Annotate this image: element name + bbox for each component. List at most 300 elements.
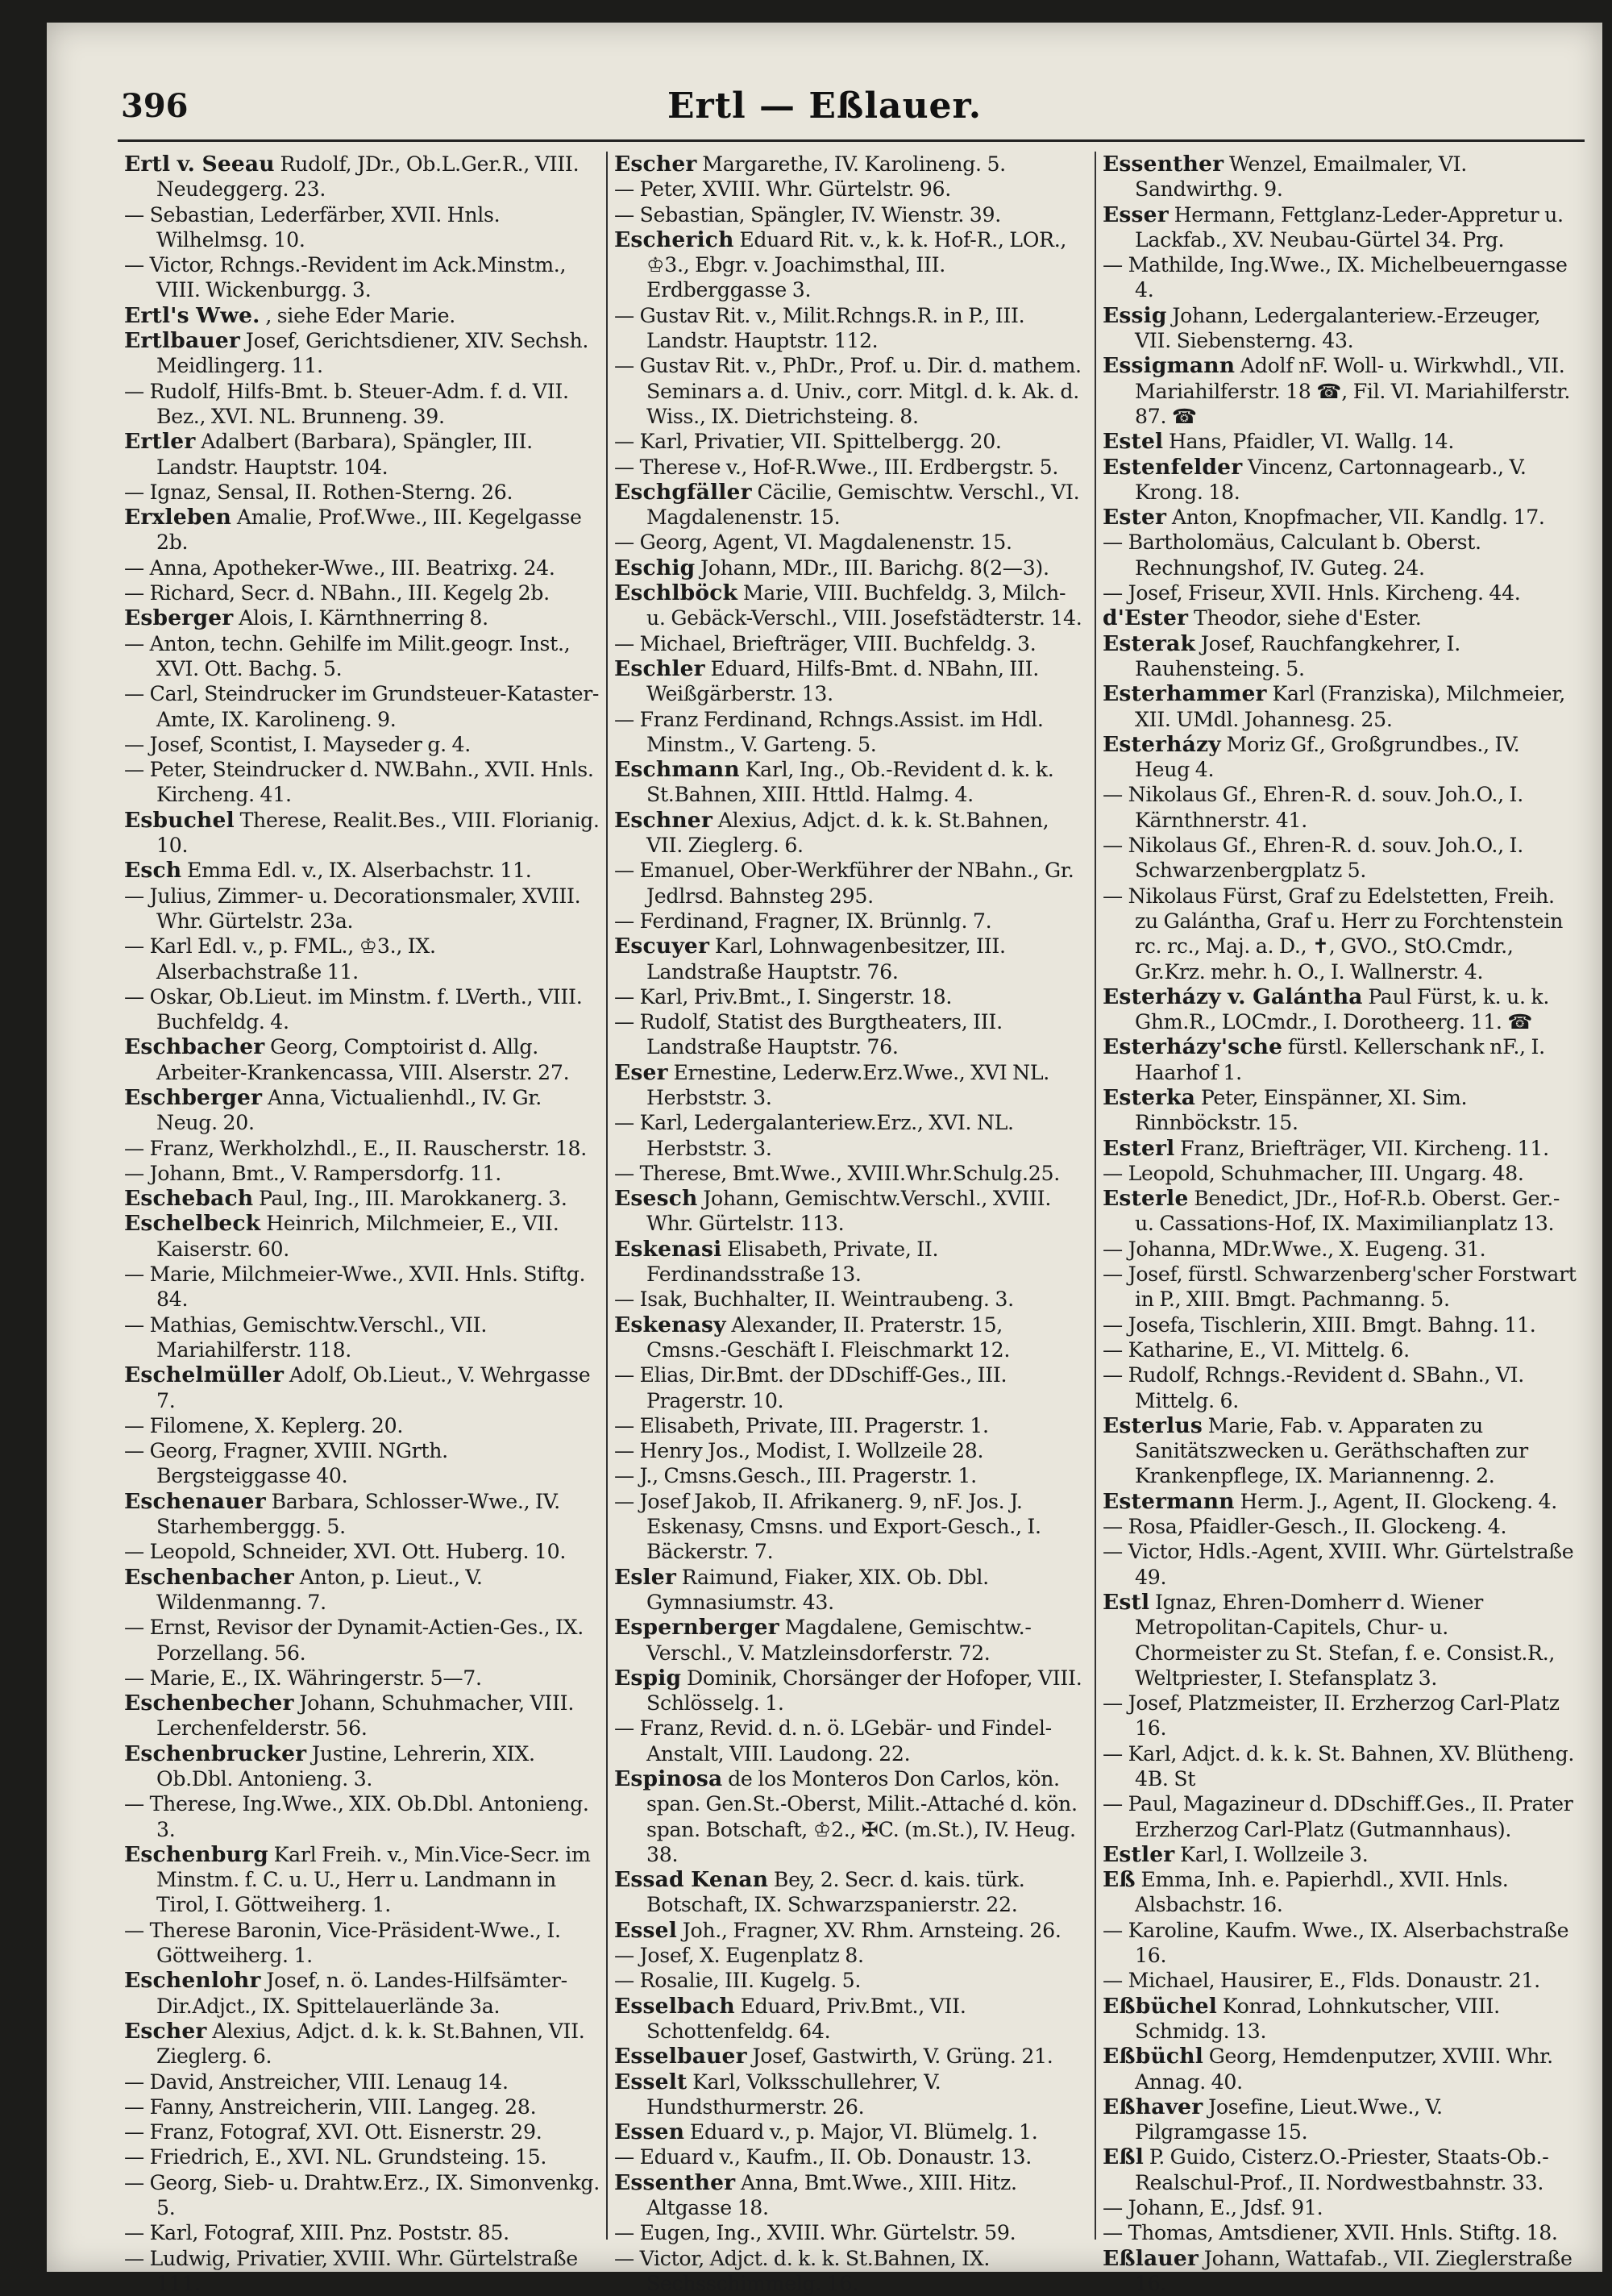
entry-details: Elisabeth, Private, II. Ferdinandsstraße 13.: [646, 1237, 939, 1287]
entry-details: — Ferdinand, Fragner, IX. Brünnlg. 7.: [614, 909, 992, 933]
directory-entry: [124, 1968, 600, 2019]
entry-details: Emma Edl. v., IX. Alserbachstr. 11.: [187, 859, 532, 883]
directory-entry: [124, 2170, 600, 2221]
entry-details: Anna, Bmt.Wwe., XIII. Hitz. Altgasse 18.: [646, 2170, 1017, 2220]
directory-entry: [1103, 1691, 1577, 1741]
directory-entry: [124, 757, 600, 808]
directory-entry: [124, 1262, 600, 1312]
directory-entry: [614, 2069, 1088, 2120]
directory-entry: [1103, 2195, 1577, 2220]
directory-entry: [124, 505, 600, 555]
entry-details: — Johann, Bmt., V. Rampersdorfg. 11.: [124, 1161, 501, 1185]
entry-surname: Eskenasi: [614, 1236, 722, 1262]
directory-entry: [124, 580, 600, 605]
directory-entry: [1103, 732, 1577, 783]
directory-entry: [124, 1918, 600, 1969]
directory-entry: [124, 1539, 600, 1564]
directory-entry: [124, 1565, 600, 1616]
entry-details: — Eduard v., Kaufm., II. Ob. Donaustr. 13.: [614, 2145, 1032, 2169]
entry-surname: Eßl: [1103, 2144, 1144, 2170]
directory-entry: [1103, 530, 1577, 580]
directory-entry: [614, 580, 1088, 631]
directory-entry: [1103, 833, 1577, 884]
directory-entry: [614, 480, 1088, 530]
entry-surname: Eschenbrucker: [124, 1741, 307, 1766]
entry-surname: Eßhaver: [1103, 2094, 1203, 2119]
directory-entry: [124, 1186, 600, 1211]
entry-details: Josef, Rauchfangkehrer, I. Rauhensteing. 5.: [1135, 631, 1460, 680]
entry-surname: Eschlböck: [614, 580, 738, 606]
directory-entry: [1103, 631, 1577, 682]
directory-entry: [614, 2044, 1088, 2069]
directory-entry: [614, 1161, 1088, 1186]
entry-details: — Georg, Agent, VI. Magdalenenstr. 15.: [614, 530, 1012, 555]
entry-details: Theodor, siehe d'Ester.: [1193, 606, 1422, 630]
entry-details: — Michael, Briefträger, VIII. Buchfeldg. 3.: [614, 631, 1037, 655]
entry-details: Benedict, JDr., Hof-R.b. Oberst. Ger.- u. Cassations-Hof, IX. Maximilianplatz 13.: [1135, 1187, 1560, 1236]
entry-surname: Essel: [614, 1917, 677, 1943]
entry-details: Karl Freih. v., Min.Vice-Secr. im Minstm. f. C. u. U., Herr u. Landmann in Tirol, I. Göttweiherg. 1.: [156, 1842, 591, 1917]
entry-surname: Esterhammer: [1103, 681, 1267, 707]
directory-entry: [124, 2069, 600, 2094]
directory-entry: [1103, 1186, 1577, 1237]
entry-details: Karl, Lohnwagenbesitzer, III. Landstraße Hauptstr. 76.: [646, 934, 1006, 984]
entry-details: — Katharine, E., VI. Mittelg. 6.: [1103, 1337, 1410, 1362]
entry-details: — Josef, Platzmeister, II. Erzherzog Carl-Platz 16.: [1103, 1691, 1560, 1741]
entry-details: Joh., Fragner, XV. Rhm. Arnsteing. 26.: [682, 1918, 1062, 1942]
directory-entry: [1103, 580, 1577, 605]
directory-entry: [614, 1237, 1088, 1287]
directory-entry: [124, 303, 600, 328]
entry-details: — Josef Jakob, II. Afrikanerg. 9, nF. Jos. J. Eskenasy, Cmsns. und Export-Gesch., I. Bäckerstr. 7.: [614, 1489, 1041, 1564]
entry-details: Hans, Pfaidler, VI. Wallg. 14.: [1169, 430, 1455, 454]
directory-entry: [1103, 1590, 1577, 1691]
entry-details: , siehe Eder Marie.: [265, 303, 455, 327]
entry-details: — Anton, techn. Gehilfe im Milit.geogr. Inst., XVI. Ott. Bachg. 5.: [124, 631, 571, 680]
entry-surname: Essen: [614, 2119, 685, 2145]
entry-details: — Oskar, Ob.Lieut. im Minstm. f. LVerth., VIII. Buchfeldg. 4.: [124, 984, 583, 1034]
entry-columns: [118, 152, 1585, 2295]
entry-details: Josefine, Lieut.Wwe., V. Pilgramgasse 15.: [1135, 2094, 1443, 2144]
entry-details: — Julius, Zimmer- u. Decorationsmaler, XVIII. Whr. Gürtelstr. 23a.: [124, 884, 581, 933]
directory-entry: [1103, 1262, 1577, 1312]
entry-details: Johann, Ledergalanteriew.-Erzeuger, VII. Siebensterng. 43.: [1135, 303, 1541, 353]
entry-details: P. Guido, Cisterz.O.-Priester, Staats-Ob.-Realschul-Prof., II. Nordwestbahnstr. 33.: [1135, 2145, 1549, 2194]
entry-details: Konrad, Lohnkutscher, VIII. Schmidg. 13.: [1135, 1994, 1500, 2043]
entry-details: — Carl, Steindrucker im Grundsteuer-Kataster-Amte, IX. Karolineng. 9.: [124, 682, 600, 731]
directory-entry: [124, 480, 600, 505]
entry-details: — Georg, Fragner, XVIII. NGrth. Bergsteiggasse 40.: [124, 1439, 448, 1488]
directory-entry: [1103, 1791, 1577, 1842]
column-middle: [606, 152, 1095, 2295]
entry-details: — Isak, Buchhalter, II. Weintraubeng. 3.: [614, 1287, 1014, 1312]
entry-details: Magdalene, Gemischtw.-Verschl., V. Matzleinsdorferstr. 72.: [646, 1616, 1032, 1665]
directory-entry: [1103, 1237, 1577, 1262]
entry-details: Georg, Hemdenputzer, XVIII. Whr. Annag. 40.: [1135, 2044, 1553, 2094]
entry-details: Alexius, Adjct. d. k. k. St.Bahnen, VII. Zieglerg. 6.: [646, 808, 1049, 858]
entry-details: Anna, Victualienhdl., IV. Gr. Neug. 20.: [156, 1085, 542, 1135]
entry-surname: Estler: [1103, 1841, 1175, 1867]
entry-surname: Esterházy: [1103, 731, 1221, 757]
directory-entry: [124, 984, 600, 1035]
directory-entry: [124, 555, 600, 580]
entry-details: Georg, Comptoirist d. Allg. Arbeiter-Krankencassa, VIII. Alserstr. 27.: [156, 1035, 570, 1084]
directory-entry: [1103, 1741, 1577, 1792]
entry-surname: d'Ester: [1103, 605, 1189, 631]
directory-entry: [614, 858, 1088, 909]
entry-details: — Therese, Ing.Wwe., XIX. Ob.Dbl. Antonieng. 3.: [124, 1792, 589, 1841]
entry-details: Johann, Schuhmacher, VIII. Lerchenfelderstr. 56.: [156, 1691, 575, 1741]
directory-entry: [1103, 202, 1577, 253]
entry-surname: Eß: [1103, 1867, 1136, 1893]
directory-entry: [614, 202, 1088, 227]
column-left: [118, 152, 606, 2295]
directory-entry: [614, 2119, 1088, 2144]
entry-details: — Peter, Steindrucker d. NW.Bahn., XVII. Hnls. Kircheng. 41.: [124, 758, 594, 807]
entry-details: Eduard, Hilfs-Bmt. d. NBahn, III. Weißgärberstr. 13.: [646, 656, 1039, 706]
entry-details: Barbara, Schlosser-Wwe., IV. Starhemberggg. 5.: [156, 1489, 560, 1539]
directory-entry: [124, 2019, 600, 2069]
entry-surname: Eser: [614, 1059, 668, 1085]
entry-details: — Peter, XVIII. Whr. Gürtelstr. 96.: [614, 177, 951, 202]
entry-details: Emma, Inh. e. Papierhdl., XVII. Hnls. Alsbachstr. 16.: [1135, 1868, 1509, 1917]
entry-details: Dominik, Chorsänger der Hofoper, VIII. Schlösselg. 1.: [646, 1666, 1082, 1716]
entry-details: Eduard Rit. v., k. k. Hof-R., LOR., ♔3., Ebgr. v. Joachimsthal, III. Erdberggasse 3.: [646, 227, 1067, 302]
directory-entry: [614, 1615, 1088, 1666]
entry-surname: Esselbach: [614, 1993, 735, 2019]
directory-entry: [614, 455, 1088, 480]
entry-details: Anton, p. Lieut., V. Wildenmanng. 7.: [156, 1565, 483, 1614]
entry-surname: Ester: [1103, 505, 1167, 530]
entry-details: — Bartholomäus, Calculant b. Oberst. Rechnungshof, IV. Guteg. 24.: [1103, 530, 1481, 580]
entry-surname: Eßlauer: [1103, 2245, 1199, 2271]
directory-entry: [1103, 252, 1577, 303]
entry-surname: Ertlbauer: [124, 328, 241, 354]
directory-entry: [614, 303, 1088, 354]
directory-entry: [1103, 1968, 1577, 1993]
entry-details: — Emanuel, Ober-Werkführer der NBahn., Gr. Jedlrsd. Bahnsteg 295.: [614, 859, 1074, 908]
entry-details: — Mathias, Gemischtw.Verschl., VII. Mariahilferstr. 118.: [124, 1312, 488, 1362]
entry-details: Josef, Gerichtsdiener, XIV. Sechsh. Meidlingerg. 11.: [156, 329, 589, 378]
entry-surname: Esterházy'sche: [1103, 1034, 1283, 1060]
directory-entry: [124, 152, 600, 202]
entry-details: Therese, Realit.Bes., VIII. Florianig. 10.: [156, 808, 600, 858]
directory-entry: [614, 707, 1088, 758]
directory-entry: [614, 1438, 1088, 1463]
entry-details: — Thomas, Amtsdiener, XVII. Hnls. Stiftg. 18.: [1103, 2221, 1558, 2245]
entry-details: — Karl Edl. v., p. FML., ♔3., IX. Alserbachstraße 11.: [124, 934, 436, 984]
directory-entry: [1103, 681, 1577, 732]
directory-entry: [124, 1136, 600, 1161]
directory-entry: [124, 1034, 600, 1085]
directory-entry: [1103, 1489, 1577, 1514]
entry-details: — Paul, Magazineur d. DDschiff.Ges., II. Prater Erzherzog Carl-Platz (Gutmannhaus).: [1103, 1792, 1573, 1841]
directory-entry: [614, 757, 1088, 808]
entry-surname: Eschebach: [124, 1186, 254, 1212]
directory-entry: [1103, 1161, 1577, 1186]
directory-entry: [614, 1716, 1088, 1766]
entry-details: — Josef, Friseur, XVII. Hnls. Kircheng. 44.: [1103, 581, 1521, 605]
entry-details: — Sebastian, Lederfärber, XVII. Hnls. Wilhelmsg. 10.: [124, 202, 501, 252]
directory-entry: [614, 1009, 1088, 1060]
directory-entry: [614, 177, 1088, 202]
entry-details: — Marie, Milchmeier-Wwe., XVII. Hnls. Stiftg. 84.: [124, 1262, 586, 1312]
entry-details: — David, Anstreicher, VIII. Lenaug 14.: [124, 2069, 509, 2094]
directory-entry: [124, 1362, 600, 1413]
directory-entry: [1103, 1337, 1577, 1362]
directory-entry: [124, 2119, 600, 2144]
entry-surname: Eßbüchel: [1103, 1993, 1218, 2019]
directory-entry: [1103, 1034, 1577, 1085]
directory-entry: [614, 227, 1088, 303]
entry-surname: Escher: [124, 2018, 207, 2044]
entry-details: — Karoline, Kaufm. Wwe., IX. Alserbachstraße 16.: [1103, 1918, 1569, 1968]
directory-entry: [614, 1968, 1088, 1993]
entry-details: — Johann, E., Jdsf. 91.: [1103, 2196, 1323, 2220]
directory-entry: [124, 934, 600, 984]
entry-details: — Sebastian, Spängler, IV. Wienstr. 39.: [614, 202, 1001, 227]
entry-details: Franz, Briefträger, VII. Kircheng. 11.: [1180, 1136, 1549, 1160]
directory-entry: [124, 1211, 600, 1262]
directory-entry: [614, 429, 1088, 454]
entry-details: — Anna, Apotheker-Wwe., III. Beatrixg. 24.: [124, 555, 555, 580]
entry-details: — J., Cmsns.Gesch., III. Pragerstr. 1.: [614, 1464, 977, 1488]
entry-details: Adolf nF. Woll- u. Wirkwhdl., VII. Mariahilferstr. 18 ☎, Fil. VI. Mariahilferstr. 87. ☎: [1135, 354, 1571, 428]
directory-entry: [124, 681, 600, 732]
entry-surname: Espernberger: [614, 1615, 779, 1641]
entry-details: Johann, Gemischtw.Verschl., XVIII. Whr. Gürtelstr. 113.: [646, 1187, 1052, 1236]
directory-entry: [1103, 2044, 1577, 2094]
entry-details: — Franz Ferdinand, Rchngs.Assist. im Hdl. Minstm., V. Garteng. 5.: [614, 707, 1044, 756]
entry-details: — Rosalie, III. Kugelg. 5.: [614, 1969, 862, 1993]
directory-entry: [614, 1918, 1088, 1943]
entry-details: Rudolf, JDr., Ob.L.Ger.R., VIII. Neudeggerg. 23.: [156, 152, 580, 202]
entry-details: — Karl, Adjct. d. k. k. St. Bahnen, XV. Blütheng. 4B. St: [1103, 1741, 1575, 1791]
entry-surname: Espig: [614, 1665, 682, 1691]
directory-entry: [1103, 1514, 1577, 1539]
entry-details: — Henry Jos., Modist, I. Wollzeile 28.: [614, 1439, 984, 1463]
directory-entry: [124, 858, 600, 883]
page-number: 396: [121, 87, 189, 125]
entry-details: — Victor, Adjct. d. k. k. St.Bahnen, IX. Sechsschimmelg. 16.: [614, 2246, 991, 2295]
entry-details: — Franz, Werkholzhdl., E., II. Rauscherstr. 18.: [124, 1136, 587, 1160]
page-header: [47, 23, 1602, 127]
directory-entry: [614, 1060, 1088, 1111]
entry-details: — Leopold, Schneider, XVI. Ott. Huberg. 10.: [124, 1540, 567, 1564]
entry-details: Paul, Ing., III. Marokkanerg. 3.: [259, 1187, 567, 1211]
directory-entry: [124, 1489, 600, 1540]
directory-entry: [1103, 1312, 1577, 1337]
directory-entry: [614, 934, 1088, 984]
entry-surname: Ertler: [124, 429, 196, 455]
entry-details: — Therese Baronin, Vice-Präsident-Wwe., I. Göttweiherg. 1.: [124, 1918, 561, 1968]
directory-entry: [1103, 455, 1577, 505]
entry-surname: Estl: [1103, 1589, 1150, 1615]
entry-surname: Eschelmüller: [124, 1362, 285, 1388]
entry-details: Johann, Wattafab., VII. Zieglerstraße 16.: [1135, 2246, 1573, 2295]
entry-details: Karl, I. Wollzeile 3.: [1180, 1842, 1369, 1866]
entry-details: — Michael, Hausirer, E., Flds. Donaustr. 21.: [1103, 1969, 1540, 1993]
directory-entry: [124, 1161, 600, 1186]
entry-details: — Josef, X. Eugenplatz 8.: [614, 1944, 864, 1968]
directory-entry: [1103, 353, 1577, 429]
entry-surname: Esterka: [1103, 1084, 1196, 1110]
directory-entry: [614, 555, 1088, 580]
directory-entry: [614, 2144, 1088, 2169]
entry-details: — Rosa, Pfaidler-Gesch., II. Glockeng. 4.: [1103, 1515, 1507, 1539]
entry-details: Karl, Ing., Ob.-Revident d. k. k. St.Bahnen, XIII. Httld. Halmg. 4.: [646, 758, 1054, 807]
entry-surname: Eschenburg: [124, 1841, 268, 1867]
entry-surname: Essenther: [614, 2169, 736, 2195]
directory-entry: [124, 1842, 600, 1918]
directory-entry: [614, 2220, 1088, 2245]
directory-entry: [614, 1565, 1088, 1616]
entry-details: Adalbert (Barbara), Spängler, III. Landstr. Hauptstr. 104.: [156, 430, 533, 479]
directory-entry: [124, 1666, 600, 1691]
directory-entry: [1103, 605, 1577, 630]
entry-surname: Essenther: [1103, 152, 1224, 177]
entry-surname: Esterak: [1103, 630, 1196, 656]
directory-entry: [124, 2246, 600, 2296]
entry-details: Heinrich, Milchmeier, E., VII. Kaiserstr. 60.: [156, 1212, 559, 1261]
directory-entry: [1103, 1539, 1577, 1590]
entry-surname: Esterházy v. Galántha: [1103, 984, 1363, 1009]
entry-details: — Friedrich, E., XVI. NL. Grundsteing. 15.: [124, 2145, 547, 2169]
directory-entry: [124, 429, 600, 480]
header-rule: [118, 139, 1585, 142]
entry-details: Karl (Franziska), Milchmeier, XII. UMdl. Johannesg. 25.: [1135, 682, 1565, 731]
directory-entry: [1103, 152, 1577, 202]
entry-surname: Escher: [614, 152, 697, 177]
entry-details: — Therese, Bmt.Wwe., XVIII.Whr.Schulg.25.: [614, 1161, 1060, 1185]
entry-surname: Estenfelder: [1103, 454, 1243, 480]
entry-details: Johann, MDr., III. Barichg. 8(2—3).: [700, 555, 1049, 580]
entry-details: Wenzel, Emailmaler, VI. Sandwirthg. 9.: [1135, 152, 1468, 202]
directory-entry: [1103, 1994, 1577, 2044]
directory-entry: [1103, 1918, 1577, 1969]
entry-details: Justine, Lehrerin, XIX. Ob.Dbl. Antonieng. 3.: [156, 1741, 535, 1791]
entry-surname: Esselt: [614, 2069, 688, 2094]
entry-details: Peter, Einspänner, XI. Sim. Rinnböckstr. 15.: [1135, 1085, 1468, 1135]
entry-details: — Ludwig, Privatier, XVIII. Whr. Gürtelstraße 111.: [124, 2246, 578, 2295]
entry-surname: Esser: [1103, 202, 1169, 227]
entry-details: Herm. J., Agent, II. Glockeng. 4.: [1240, 1489, 1558, 1513]
directory-entry: [1103, 1842, 1577, 1867]
directory-entry: [124, 605, 600, 630]
entry-surname: Esberger: [124, 605, 234, 631]
directory-entry: [614, 1943, 1088, 1968]
entry-details: — Marie, E., IX. Währingerstr. 5—7.: [124, 1666, 482, 1690]
entry-details: — Karl, Ledergalanteriew.Erz., XVI. NL. Herbststr. 3.: [614, 1111, 1014, 1160]
directory-entry: [614, 1666, 1088, 1716]
entry-details: Alexius, Adjct. d. k. k. St.Bahnen, VII. Zieglerg. 6.: [156, 2019, 585, 2069]
directory-entry: [614, 984, 1088, 1009]
entry-details: — Johanna, MDr.Wwe., X. Eugeng. 31.: [1103, 1237, 1486, 1261]
entry-surname: Eschberger: [124, 1084, 263, 1110]
directory-entry: [1103, 2094, 1577, 2145]
entry-details: — Richard, Secr. d. NBahn., III. Kegelg 2b.: [124, 581, 550, 605]
entry-details: — Josefa, Tischlerin, XIII. Bmgt. Bahng. 11.: [1103, 1312, 1536, 1337]
entry-details: — Eugen, Ing., XVIII. Whr. Gürtelstr. 59.: [614, 2221, 1016, 2245]
entry-details: — Fanny, Anstreicherin, VIII. Langeg. 28.: [124, 2094, 537, 2119]
directory-entry: [124, 631, 600, 682]
directory-entry: [1103, 984, 1577, 1035]
entry-surname: Esterle: [1103, 1186, 1189, 1212]
entry-details: Cäcilie, Gemischtw. Verschl., VI. Magdalenenstr. 15.: [646, 480, 1080, 530]
entry-surname: Ertl v. Seeau: [124, 152, 275, 177]
entry-details: — Franz, Fotograf, XVI. Ott. Eisnerstr. 29.: [124, 2120, 542, 2144]
entry-surname: Eskenasy: [614, 1312, 726, 1337]
directory-entry: [1103, 884, 1577, 984]
entry-details: — Rudolf, Hilfs-Bmt. b. Steuer-Adm. f. d. VII. Bez., XVI. NL. Brunneng. 39.: [124, 379, 569, 428]
directory-entry: [1103, 1867, 1577, 1918]
directory-entry: [124, 202, 600, 253]
directory-entry: [124, 1312, 600, 1363]
entry-surname: Estermann: [1103, 1488, 1235, 1514]
directory-entry: [1103, 429, 1577, 454]
entry-details: — Gustav Rit. v., Milit.Rchngs.R. in P., III. Landstr. Hauptstr. 112.: [614, 303, 1025, 353]
directory-entry: [124, 1413, 600, 1438]
entry-surname: Eschenbacher: [124, 1564, 294, 1590]
directory-entry: [614, 1867, 1088, 1918]
entry-details: Alois, I. Kärnthnerring 8.: [239, 606, 488, 630]
directory-entry: [614, 656, 1088, 707]
entry-details: — Victor, Rchngs.-Revident im Ack.Minstm., VIII. Wickenburgg. 3.: [124, 253, 567, 302]
entry-details: — Ernst, Revisor der Dynamit-Actien-Ges., IX. Porzellang. 56.: [124, 1616, 584, 1665]
directory-entry: [614, 2246, 1088, 2296]
entry-details: — Karl, Privatier, VII. Spittelbergg. 20.: [614, 430, 1002, 454]
running-head: Ertl — Eßlauer.: [667, 85, 983, 127]
entry-details: Marie, VIII. Buchfeldg. 3, Milch- u. Gebäck-Verschl., VIII. Josefstädterstr. 14.: [646, 581, 1082, 630]
entry-surname: Eschner: [614, 807, 713, 833]
directory-entry: [124, 808, 600, 859]
entry-surname: Eschmann: [614, 757, 740, 783]
entry-surname: Essad Kenan: [614, 1867, 769, 1893]
entry-surname: Eschenlohr: [124, 1968, 261, 1994]
entry-details: de los Monteros Don Carlos, kön. span. Gen.St.-Oberst, Milit.-Attaché d. kön. span. Botschaft, ♔2., ✠C. (m.St.), IV. Heug. 38.: [646, 1767, 1078, 1866]
entry-surname: Esterlus: [1103, 1412, 1203, 1438]
entry-details: — Nikolaus Gf., Ehren-R. d. souv. Joh.O., I. Schwarzenbergplatz 5.: [1103, 834, 1523, 883]
directory-entry: [1103, 1136, 1577, 1161]
entry-surname: Esterl: [1103, 1135, 1175, 1161]
directory-entry: [614, 530, 1088, 555]
directory-entry: [124, 1741, 600, 1792]
entry-surname: Esselbauer: [614, 2044, 747, 2069]
directory-entry: [614, 152, 1088, 177]
entry-details: — Mathilde, Ing.Wwe., IX. Michelbeuerngasse 4.: [1103, 253, 1568, 302]
entry-details: Paul Fürst, k. u. k. Ghm.R., LOCmdr., I. Dorotheerg. 11. ☎: [1135, 984, 1550, 1034]
entry-details: — Elias, Dir.Bmt. der DDschiff-Ges., III. Pragerstr. 10.: [614, 1363, 1008, 1412]
entry-details: Josef, n. ö. Landes-Hilfsämter-Dir.Adjct., IX. Spittelauerlände 3a.: [156, 1969, 567, 2018]
entry-details: Marie, Fab. v. Apparaten zu Sanitätszwecken u. Geräthschaften zur Krankenpflege, IX. Mariannenng. 2.: [1135, 1413, 1528, 1488]
entry-surname: Ertl's Wwe.: [124, 302, 260, 328]
directory-entry: [614, 1994, 1088, 2044]
directory-entry: [1103, 2220, 1577, 2245]
entry-details: — Rudolf, Statist des Burgtheaters, III. Landstraße Hauptstr. 76.: [614, 1010, 1003, 1059]
entry-details: — Franz, Revid. d. n. ö. LGebär- und Findel-Anstalt, VIII. Laudong. 22.: [614, 1716, 1052, 1766]
entry-details: Anton, Knopfmacher, VII. Kandlg. 17.: [1171, 505, 1545, 530]
entry-details: — Josef, Scontist, I. Mayseder g. 4.: [124, 732, 471, 756]
directory-entry: [1103, 2144, 1577, 2195]
entry-details: — Elisabeth, Private, III. Pragerstr. 1.: [614, 1413, 989, 1437]
entry-surname: Essigmann: [1103, 353, 1236, 379]
directory-entry: [1103, 782, 1577, 833]
directory-entry: [124, 1085, 600, 1136]
directory-entry: [124, 1615, 600, 1666]
entry-surname: Eschenauer: [124, 1488, 266, 1514]
entry-details: Ignaz, Ehren-Domherr d. Wiener Metropolitan-Capitels, Chur- u. Chormeister zu St. Stefan, f. e. Consist.R., Weltpriester, I. Stefansplatz 3.: [1135, 1590, 1556, 1690]
entry-details: — Victor, Hdls.-Agent, XVIII. Whr. Gürtelstraße 49.: [1103, 1540, 1574, 1589]
